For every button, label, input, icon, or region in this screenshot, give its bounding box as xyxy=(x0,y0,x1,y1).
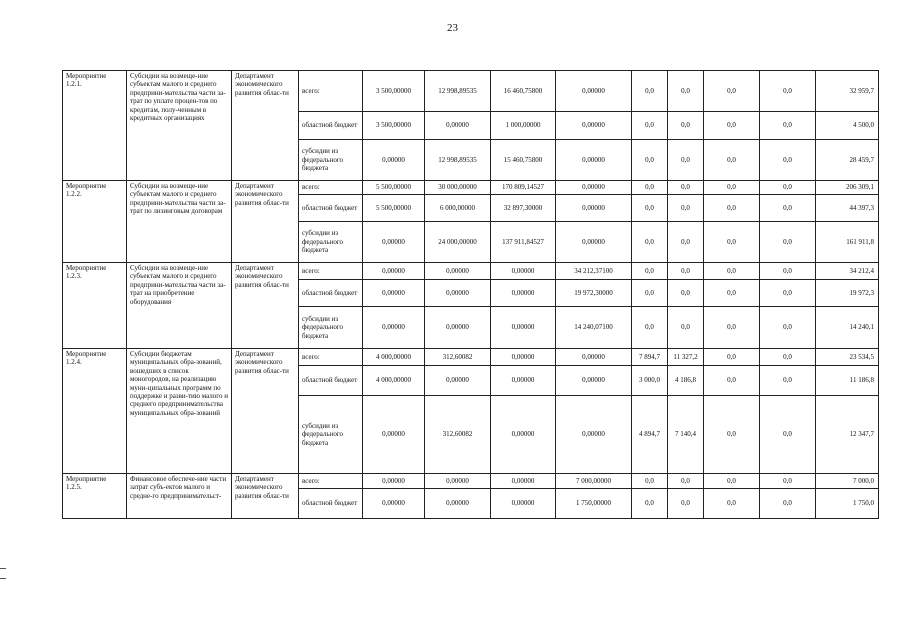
amount-cell: 0,0 xyxy=(704,195,760,222)
amount-cell: 5 500,00000 xyxy=(363,195,425,222)
amount-cell: 7 000,00000 xyxy=(556,474,632,489)
amount-cell: 0,0 xyxy=(632,489,668,519)
amount-cell: 0,00000 xyxy=(363,222,425,263)
amount-cell: 0,0 xyxy=(668,195,704,222)
amount-cell: 0,00000 xyxy=(425,489,491,519)
amount-cell: 0,0 xyxy=(632,195,668,222)
funding-source: всего: xyxy=(299,181,363,195)
amount-cell: 0,0 xyxy=(760,195,816,222)
amount-cell: 0,0 xyxy=(760,349,816,366)
total-cell: 14 240,1 xyxy=(816,307,879,349)
amount-cell: 0,00000 xyxy=(491,263,556,280)
amount-cell: 0,00000 xyxy=(491,307,556,349)
funding-source: субсидии из федерального бюджета xyxy=(299,222,363,263)
amount-cell: 0,0 xyxy=(760,263,816,280)
amount-cell: 15 460,75800 xyxy=(491,140,556,181)
measure-name: Субсидии на возмеще-ние субъектам малого и среднего предприни-мательства части за-трат по уплате процен-тов по кредитам, полу-ченным в кредитных организациях xyxy=(127,71,232,181)
measure-executor: Департамент экономического развития облас-ти xyxy=(232,181,299,263)
total-cell: 206 309,1 xyxy=(816,181,879,195)
amount-cell: 0,0 xyxy=(632,140,668,181)
amount-cell: 0,0 xyxy=(760,181,816,195)
total-cell: 11 186,8 xyxy=(816,366,879,396)
amount-cell: 0,0 xyxy=(632,181,668,195)
amount-cell: 11 327,2 xyxy=(668,349,704,366)
amount-cell: 0,0 xyxy=(668,307,704,349)
funding-source: субсидии из федерального бюджета xyxy=(299,396,363,474)
funding-source: всего: xyxy=(299,71,363,112)
funding-source: всего: xyxy=(299,474,363,489)
amount-cell: 0,0 xyxy=(704,263,760,280)
amount-cell: 0,00000 xyxy=(491,349,556,366)
amount-cell: 0,00000 xyxy=(363,474,425,489)
amount-cell: 0,0 xyxy=(704,71,760,112)
funding-source: областной бюджет xyxy=(299,280,363,307)
amount-cell: 14 240,07100 xyxy=(556,307,632,349)
funding-source: всего: xyxy=(299,349,363,366)
amount-cell: 0,00000 xyxy=(556,396,632,474)
amount-cell: 0,0 xyxy=(668,474,704,489)
funding-source: областной бюджет xyxy=(299,366,363,396)
funding-source: субсидии из федерального бюджета xyxy=(299,307,363,349)
amount-cell: 0,0 xyxy=(704,140,760,181)
total-cell: 44 397,3 xyxy=(816,195,879,222)
measure-code: Мероприятие 1.2.3. xyxy=(63,263,127,349)
amount-cell: 0,0 xyxy=(704,349,760,366)
amount-cell: 0,0 xyxy=(668,71,704,112)
amount-cell: 0,00000 xyxy=(363,263,425,280)
amount-cell: 3 500,00000 xyxy=(363,112,425,140)
amount-cell: 0,00000 xyxy=(491,489,556,519)
amount-cell: 0,0 xyxy=(668,140,704,181)
amount-cell: 0,0 xyxy=(704,396,760,474)
amount-cell: 0,00000 xyxy=(363,280,425,307)
amount-cell: 1 750,00000 xyxy=(556,489,632,519)
amount-cell: 0,0 xyxy=(632,474,668,489)
amount-cell: 0,0 xyxy=(632,112,668,140)
funding-source: областной бюджет xyxy=(299,112,363,140)
amount-cell: 5 500,00000 xyxy=(363,181,425,195)
amount-cell: 0,00000 xyxy=(491,280,556,307)
amount-cell: 0,00000 xyxy=(425,307,491,349)
amount-cell: 0,0 xyxy=(668,222,704,263)
margin-mark xyxy=(0,568,6,569)
amount-cell: 0,0 xyxy=(632,280,668,307)
amount-cell: 0,00000 xyxy=(556,71,632,112)
measure-executor: Департамент экономического развития облас-ти xyxy=(232,349,299,474)
funding-source: областной бюджет xyxy=(299,489,363,519)
page-number: 23 xyxy=(447,22,458,34)
amount-cell: 0,00000 xyxy=(556,366,632,396)
amount-cell: 0,0 xyxy=(632,71,668,112)
amount-cell: 0,0 xyxy=(704,474,760,489)
amount-cell: 0,00000 xyxy=(363,307,425,349)
amount-cell: 0,0 xyxy=(704,112,760,140)
total-cell: 12 347,7 xyxy=(816,396,879,474)
amount-cell: 0,0 xyxy=(668,489,704,519)
amount-cell: 312,60082 xyxy=(425,349,491,366)
measure-name: Субсидии на возмеще-ние субъектам малого и среднего предприни-мательства части за-трат на приобретение оборудования xyxy=(127,263,232,349)
amount-cell: 12 998,89535 xyxy=(425,71,491,112)
amount-cell: 0,00000 xyxy=(425,112,491,140)
table-row xyxy=(63,349,879,366)
amount-cell: 19 972,30000 xyxy=(556,280,632,307)
total-cell: 7 000,0 xyxy=(816,474,879,489)
total-cell: 161 911,8 xyxy=(816,222,879,263)
amount-cell: 34 212,37100 xyxy=(556,263,632,280)
amount-cell: 4 000,00000 xyxy=(363,349,425,366)
measure-executor: Департамент экономического развития облас-ти xyxy=(232,263,299,349)
total-cell: 32 959,7 xyxy=(816,71,879,112)
amount-cell: 0,00000 xyxy=(556,222,632,263)
amount-cell: 0,0 xyxy=(704,280,760,307)
amount-cell: 4 186,8 xyxy=(668,366,704,396)
table-row xyxy=(63,71,879,112)
margin-mark xyxy=(0,578,6,579)
amount-cell: 3 500,00000 xyxy=(363,71,425,112)
amount-cell: 32 897,30000 xyxy=(491,195,556,222)
amount-cell: 4 000,00000 xyxy=(363,366,425,396)
amount-cell: 0,0 xyxy=(704,489,760,519)
total-cell: 34 212,4 xyxy=(816,263,879,280)
amount-cell: 170 809,14527 xyxy=(491,181,556,195)
amount-cell: 0,0 xyxy=(760,474,816,489)
table-row xyxy=(63,181,879,195)
amount-cell: 24 000,00000 xyxy=(425,222,491,263)
amount-cell: 0,00000 xyxy=(556,112,632,140)
measure-code: Мероприятие 1.2.2. xyxy=(63,181,127,263)
amount-cell: 137 911,84527 xyxy=(491,222,556,263)
amount-cell: 0,0 xyxy=(760,71,816,112)
amount-cell: 0,00000 xyxy=(363,396,425,474)
measure-executor: Департамент экономического развития облас-ти xyxy=(232,474,299,519)
total-cell: 1 750,0 xyxy=(816,489,879,519)
amount-cell: 312,60082 xyxy=(425,396,491,474)
amount-cell: 0,0 xyxy=(632,307,668,349)
amount-cell: 0,00000 xyxy=(425,474,491,489)
amount-cell: 0,0 xyxy=(760,222,816,263)
amount-cell: 0,00000 xyxy=(556,140,632,181)
funding-source: субсидии из федерального бюджета xyxy=(299,140,363,181)
total-cell: 23 534,5 xyxy=(816,349,879,366)
budget-table xyxy=(62,70,879,519)
amount-cell: 30 000,00000 xyxy=(425,181,491,195)
amount-cell: 0,0 xyxy=(668,280,704,307)
amount-cell: 0,0 xyxy=(760,307,816,349)
amount-cell: 0,00000 xyxy=(556,349,632,366)
amount-cell: 0,00000 xyxy=(425,280,491,307)
amount-cell: 0,00000 xyxy=(363,140,425,181)
measure-code: Мероприятие 1.2.4. xyxy=(63,349,127,474)
amount-cell: 0,00000 xyxy=(363,489,425,519)
amount-cell: 0,0 xyxy=(704,222,760,263)
amount-cell: 12 998,89535 xyxy=(425,140,491,181)
amount-cell: 0,0 xyxy=(668,112,704,140)
measure-name: Финансовое обеспече-ние части затрат субъ-ектов малого и средне-го предпринимательст- xyxy=(127,474,232,519)
amount-cell: 0,00000 xyxy=(491,474,556,489)
funding-source: областной бюджет xyxy=(299,195,363,222)
funding-source: всего: xyxy=(299,263,363,280)
measure-name: Субсидии на возмеще-ние субъектам малого и среднего предприни-мательства части за-трат по лизинговым договорам xyxy=(127,181,232,263)
amount-cell: 6 000,00000 xyxy=(425,195,491,222)
amount-cell: 0,00000 xyxy=(491,366,556,396)
amount-cell: 0,0 xyxy=(760,112,816,140)
total-cell: 28 459,7 xyxy=(816,140,879,181)
amount-cell: 0,0 xyxy=(760,366,816,396)
amount-cell: 0,00000 xyxy=(556,195,632,222)
amount-cell: 0,0 xyxy=(760,140,816,181)
amount-cell: 0,0 xyxy=(632,222,668,263)
amount-cell: 1 000,00000 xyxy=(491,112,556,140)
total-cell: 4 500,0 xyxy=(816,112,879,140)
amount-cell: 0,0 xyxy=(760,396,816,474)
amount-cell: 0,0 xyxy=(760,280,816,307)
amount-cell: 0,0 xyxy=(704,366,760,396)
amount-cell: 0,0 xyxy=(668,263,704,280)
table-row xyxy=(63,474,879,489)
amount-cell: 0,0 xyxy=(632,263,668,280)
measure-name: Субсидии бюджетам муниципальных обра-зований, вошедших в список моногородов, на реализацию муни-ципальных программ по поддержке и разви-тию малого и среднего предпринимательства муниципальных обра-зований xyxy=(127,349,232,474)
amount-cell: 4 894,7 xyxy=(632,396,668,474)
amount-cell: 0,0 xyxy=(760,489,816,519)
measure-code: Мероприятие 1.2.1. xyxy=(63,71,127,181)
amount-cell: 16 460,75800 xyxy=(491,71,556,112)
amount-cell: 0,0 xyxy=(704,307,760,349)
amount-cell: 0,00000 xyxy=(556,181,632,195)
amount-cell: 0,0 xyxy=(668,181,704,195)
amount-cell: 0,00000 xyxy=(491,396,556,474)
measure-code: Мероприятие 1.2.5. xyxy=(63,474,127,519)
amount-cell: 0,0 xyxy=(704,181,760,195)
amount-cell: 3 000,0 xyxy=(632,366,668,396)
amount-cell: 7 894,7 xyxy=(632,349,668,366)
measure-executor: Департамент экономического развития облас-ти xyxy=(232,71,299,181)
total-cell: 19 972,3 xyxy=(816,280,879,307)
amount-cell: 0,00000 xyxy=(425,263,491,280)
amount-cell: 0,00000 xyxy=(425,366,491,396)
amount-cell: 7 140,4 xyxy=(668,396,704,474)
table-row xyxy=(63,263,879,280)
